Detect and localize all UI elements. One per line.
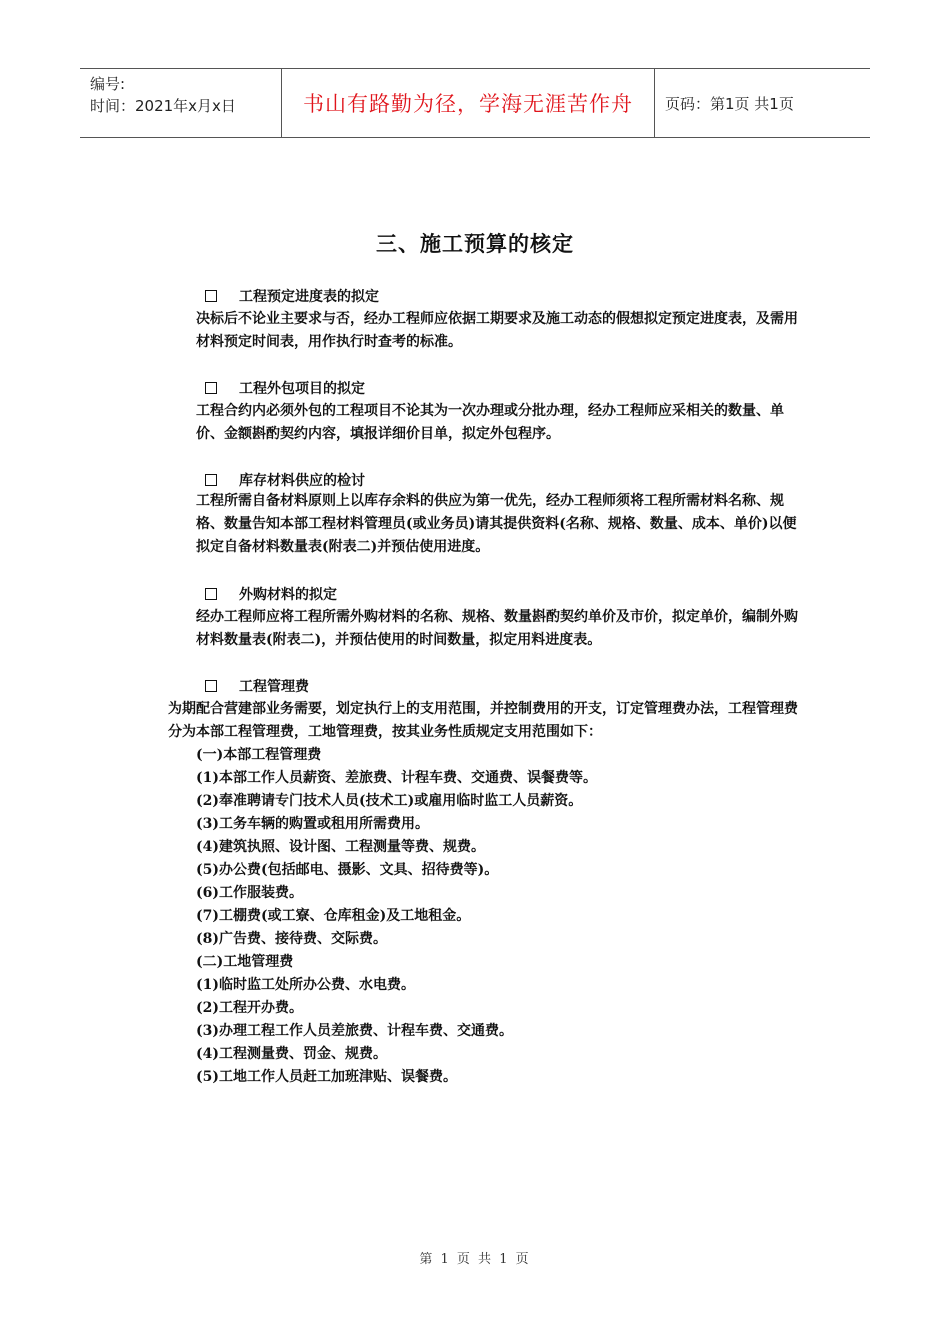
checkbox-icon bbox=[205, 382, 217, 394]
section-text: 为期配合营建部业务需要，划定执行上的支用范围，并控制费用的开支，订定管理费办法，工程管理费分为本部工程管理费，工地管理费，按其业务性质规定支用范围如下： bbox=[168, 701, 798, 740]
list-item: (8)广告费、接待费、交际费。 bbox=[196, 931, 387, 947]
page-header bbox=[80, 68, 870, 138]
list-item: (二)工地管理费 bbox=[196, 954, 294, 970]
list-item: (5)工地工作人员赶工加班津贴、误餐费。 bbox=[196, 1069, 457, 1085]
list-item: (5)办公费(包括邮电、摄影、文具、招待费等)。 bbox=[196, 862, 499, 878]
list-item: (2)奉准聘请专门技术人员(技术工)或雇用临时监工人员薪资。 bbox=[196, 793, 583, 809]
section-heading bbox=[205, 286, 379, 306]
header-number-label: 编号: bbox=[90, 75, 126, 93]
list-item: (3)办理工程工作人员差旅费、计程车费、交通费。 bbox=[196, 1023, 513, 1039]
list-item: (3)工务车辆的购置或租用所需费用。 bbox=[196, 816, 429, 832]
section-heading bbox=[205, 470, 365, 490]
section-heading bbox=[205, 378, 365, 398]
checkbox-icon bbox=[205, 588, 217, 600]
list-item: (4)建筑执照、设计图、工程测量等费、规费。 bbox=[196, 839, 485, 855]
section-heading bbox=[205, 584, 337, 604]
header-meta bbox=[80, 69, 282, 137]
list-item: (1)本部工作人员薪资、差旅费、计程车费、交通费、误餐费等。 bbox=[196, 770, 597, 786]
header-page-info: 页码：第1页 共1页 bbox=[665, 94, 794, 113]
section-heading-text: 工程外包项目的拟定 bbox=[239, 381, 365, 397]
section-text: 经办工程师应将工程所需外购材料的名称、规格、数量斟酌契约单价及市价，拟定单价，编制外购材料数量表(附表二)，并预估使用的时间数量，拟定用料进度表。 bbox=[196, 609, 798, 648]
list-item: (7)工棚费(或工寮、仓库租金)及工地租金。 bbox=[196, 908, 471, 924]
section-heading bbox=[205, 676, 309, 696]
section-text: 工程所需自备材料原则上以库存余料的供应为第一优先，经办工程师须将工程所需材料名称、规格、数量告知本部工程材料管理员(或业务员)请其提供资料(名称、规格、数量、成本、单价)以便拟定自备材料数量表(附表二)并预估使用进度。 bbox=[196, 493, 797, 555]
list-item: (6)工作服装费。 bbox=[196, 885, 303, 901]
header-motto: 书山有路勤为径，学海无涯苦作舟 bbox=[282, 69, 655, 137]
section-text: 决标后不论业主要求与否，经办工程师应依据工期要求及施工动态的假想拟定预定进度表，及需用材料预定时间表，用作执行时查考的标准。 bbox=[196, 311, 798, 350]
section-text: 工程合约内必须外包的工程项目不论其为一次办理或分批办理，经办工程师应采相关的数量、单价、金额斟酌契约内容，填报详细价目单，拟定外包程序。 bbox=[196, 403, 784, 442]
checkbox-icon bbox=[205, 474, 217, 486]
section-paragraph bbox=[168, 698, 804, 744]
checkbox-icon bbox=[205, 290, 217, 302]
checkbox-icon bbox=[205, 680, 217, 692]
list-item: (2)工程开办费。 bbox=[196, 1000, 303, 1016]
section-paragraph bbox=[168, 490, 804, 559]
header-date-label: 时间：2021年x月x日 bbox=[90, 97, 236, 115]
list-item: (4)工程测量费、罚金、规费。 bbox=[196, 1046, 387, 1062]
list-item: (1)临时监工处所办公费、水电费。 bbox=[196, 977, 415, 993]
page-footer: 第 1 页 共 1 页 bbox=[419, 1252, 531, 1267]
document-title: 三、施工预算的核定 bbox=[376, 231, 574, 256]
fee-list bbox=[196, 744, 597, 1089]
section-paragraph bbox=[168, 308, 804, 354]
section-paragraph bbox=[168, 400, 804, 446]
list-item: (一)本部工程管理费 bbox=[196, 747, 322, 763]
section-heading-text: 工程管理费 bbox=[239, 679, 309, 695]
section-heading-text: 外购材料的拟定 bbox=[239, 587, 337, 603]
section-heading-text: 库存材料供应的检讨 bbox=[239, 473, 365, 489]
section-paragraph bbox=[168, 606, 804, 652]
section-heading-text: 工程预定进度表的拟定 bbox=[239, 289, 379, 305]
